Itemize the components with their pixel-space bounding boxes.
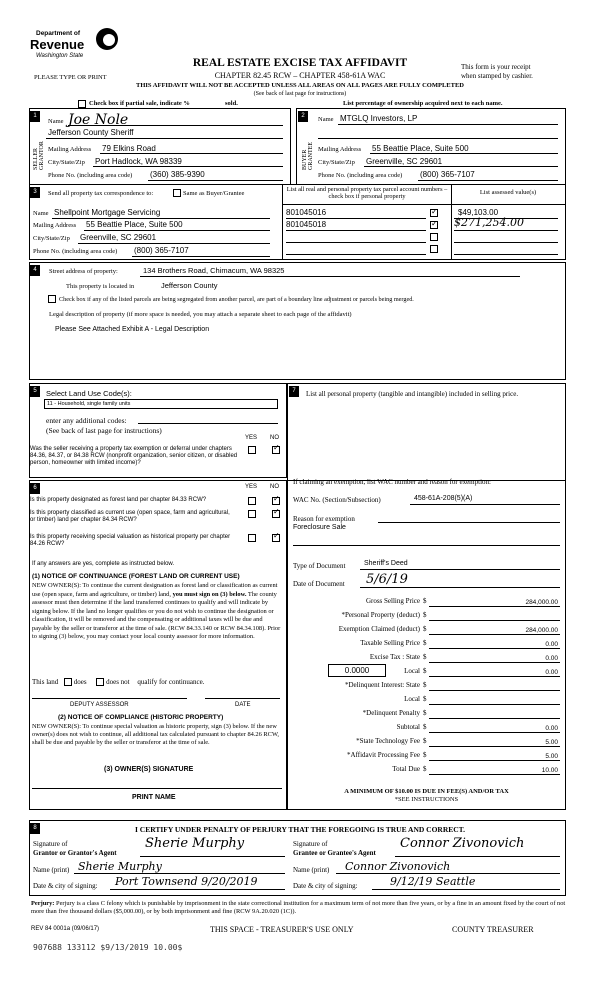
forest-no-checkbox[interactable] (272, 497, 280, 506)
land-use-code-field[interactable] (44, 399, 278, 409)
wac-label: WAC No. (Section/Subsection) (293, 496, 381, 504)
s3-city-label: City/State/Zip (33, 235, 70, 242)
s3-address-line (84, 230, 270, 231)
street-line (140, 276, 520, 277)
current-use-question (30, 510, 285, 524)
fee-line (429, 760, 560, 761)
section-1-badge: 1 (30, 111, 40, 122)
dollar-sign: $ (423, 653, 427, 661)
s5-see-back: (See back of last page for instructions) (46, 426, 162, 435)
assessed-header: List assessed value(s) (479, 189, 537, 196)
fee-line (429, 662, 560, 663)
s3-phone-label: Phone No. (including area code) (33, 248, 118, 255)
forest-yes-checkbox[interactable] (248, 497, 256, 506)
fee-value[interactable]: 5.00 (545, 753, 558, 760)
reason-line (378, 522, 560, 523)
fee-row (298, 653, 560, 664)
grantor-sig-label-2: Grantor or Grantor's Agent (33, 849, 117, 857)
does-not-checkbox[interactable] (96, 678, 104, 686)
form-title: REAL ESTATE EXCISE TAX AFFIDAVIT (192, 57, 408, 69)
dollar-sign: $ (423, 695, 427, 703)
fee-line (429, 746, 560, 747)
sold-label: sold. (225, 100, 238, 107)
seller-phone-value[interactable]: (360) 385-9390 (150, 170, 205, 179)
minimum-note: A MINIMUM OF $10.00 IS DUE IN FEE(S) AND/OR TAX (344, 788, 509, 795)
buyer-phone-label: Phone No. (including area code) (318, 172, 403, 179)
s3-city-line (78, 243, 270, 244)
certify-statement: I CERTIFY UNDER PENALTY OF PERJURY THAT THE FOREGOING IS TRUE AND CORRECT. (134, 825, 465, 834)
reason-value[interactable]: Foreclosure Sale (293, 524, 346, 531)
perjury-notice (31, 900, 566, 916)
buyer-side-label: BUYER GRANTEE (302, 142, 314, 170)
section-6-box (29, 480, 287, 810)
fee-row (298, 751, 560, 762)
fee-row (298, 639, 560, 650)
segregated-checkbox[interactable] (48, 295, 56, 303)
fee-row (298, 695, 560, 706)
fee-line (429, 648, 560, 649)
fee-label: Taxable Selling Price (360, 639, 420, 647)
print-name-label: PRINT NAME (132, 794, 176, 801)
fee-line (429, 690, 560, 691)
section-8-badge: 8 (30, 823, 40, 834)
s3-address-value[interactable]: 55 Beattie Place, Suite 500 (86, 220, 183, 229)
fee-value[interactable]: 10.00 (541, 767, 558, 774)
historic-question-text: Is this property receiving special valuation as historical property per chapter 84.26 RCW? (30, 534, 231, 547)
perjury-bold: Perjury: (31, 900, 55, 907)
dollar-sign: $ (423, 597, 427, 605)
exemption-no-checkbox[interactable] (272, 446, 280, 455)
please-type: PLEASE TYPE OR PRINT (34, 74, 107, 81)
seller-city-label: City/State/Zip (48, 159, 85, 166)
form-chapter: CHAPTER 82.45 RCW – CHAPTER 458-61A WAC (214, 71, 386, 80)
wac-claim-label: If claiming an exemption, list WAC number and reason for exemption: (293, 478, 491, 486)
doc-date-label: Date of Document (293, 580, 345, 588)
see-back: (See back of last page for instructions) (253, 91, 347, 97)
located-label: This property is located in (66, 283, 135, 290)
parcel-personal-checkbox[interactable] (430, 209, 438, 217)
grantee-date-city[interactable]: 9/12/19 Seattle (390, 875, 476, 888)
fee-row (298, 723, 560, 734)
seller-name-line (68, 125, 283, 126)
historic-yes-checkbox[interactable] (248, 534, 256, 543)
fee-row (298, 625, 560, 636)
fee-value[interactable]: 0.00 (545, 641, 558, 648)
owner-signature-line[interactable] (32, 788, 282, 789)
deputy-assessor-line[interactable] (32, 698, 187, 699)
fee-label: Excise Tax : State (369, 653, 420, 661)
section-5-badge: 5 (30, 386, 40, 397)
reason-label: Reason for exemption (293, 515, 355, 523)
assessor-date-label: DATE (235, 702, 251, 708)
fee-row (298, 709, 560, 720)
dollar-sign: $ (423, 751, 427, 759)
buyer-name-value[interactable]: MTGLQ Investors, LP (340, 114, 418, 123)
grantee-sig-label-1: Signature of (293, 840, 328, 848)
seller-name-line2[interactable]: Jefferson County Sheriff (48, 128, 134, 137)
notice2-title: (2) NOTICE OF COMPLIANCE (HISTORIC PROPERTY) (58, 714, 224, 721)
section-7-badge: 7 (289, 386, 299, 397)
fee-label: *Personal Property (deduct) (341, 611, 420, 619)
fee-row (298, 765, 560, 776)
select-land-use-label: Select Land Use Code(s): (46, 389, 132, 398)
if-yes-note: If any answers are yes, complete as instructed below. (32, 561, 175, 567)
fee-label: Gross Selling Price (365, 597, 420, 605)
exemption-question-text: Was the seller receiving a property tax exemption or deferral under chapters 84.36, 84.37, or 84.38 RCW (nonprofit organization, senior citizen, or disabled person, homeowner with limited income)? (30, 446, 238, 466)
qualify-label: qualify for continuance. (137, 678, 205, 686)
grantee-signature[interactable]: Connor Zivonovich (400, 836, 525, 851)
fee-label: Subtotal (396, 723, 420, 731)
fee-label: Exemption Claimed (deduct) (338, 625, 420, 633)
seller-name-line2-rule (46, 138, 283, 139)
fee-label: *Delinquent Interest: State (344, 681, 420, 689)
buyer-phone-line (418, 180, 558, 181)
owner-signature-label: (3) OWNER(S) SIGNATURE (104, 766, 194, 773)
grantor-print-name[interactable]: Sherie Murphy (78, 860, 162, 873)
fee-row (298, 611, 560, 622)
wac-line (410, 504, 560, 505)
dollar-sign: $ (423, 611, 427, 619)
ownership-note: List percentage of ownership acquired next to each name. (343, 100, 503, 107)
section-4-badge: 4 (30, 265, 40, 276)
doc-date-value[interactable]: 5/6/19 (366, 572, 408, 587)
local-rate-value: 0.0000 (344, 666, 370, 675)
parcel-row (286, 243, 562, 255)
forest-land-question-text: Is this property designated as forest land per chapter 84.33 RCW? (30, 497, 207, 503)
historic-question (30, 534, 285, 548)
receipt-note-1: This form is your receipt (461, 63, 531, 71)
street-value[interactable]: 134 Brothers Road, Chimacum, WA 98325 (143, 266, 285, 275)
fee-label: *Delinquent Penalty (362, 709, 420, 717)
notice1-body (32, 582, 282, 642)
seller-phone-line (148, 180, 283, 181)
perjury-text: Perjury is a class C felony which is punishable by imprisonment in the state correctional institution for a maximum term of not more than five years, or by a fine in an amount fixed by the court of not more than five thousand dollars ($5,000.00), or by both imprisonment and fine (RCW 9A.20.020 (1C)). (31, 900, 566, 915)
see-instructions: *SEE INSTRUCTIONS (394, 796, 459, 803)
s6-yes-header: YES (245, 484, 258, 490)
dept-line3: Washington State (36, 53, 84, 59)
buyer-name-label: Name (318, 116, 334, 123)
grantee-print-name[interactable]: Connor Zivonovich (345, 860, 451, 873)
fee-label: Total Due (392, 765, 420, 773)
grantor-print-label: Name (print) (33, 866, 70, 874)
grantor-date-city[interactable]: Port Townsend 9/20/2019 (115, 875, 258, 888)
buyer-address-label: Mailing Address (318, 146, 362, 153)
section-6-badge: 6 (30, 483, 40, 494)
grantor-date-line (110, 889, 285, 890)
fee-value[interactable]: 0.00 (545, 725, 558, 732)
fee-row (298, 681, 560, 692)
fee-label: *Affidavit Processing Fee (347, 751, 420, 759)
fee-value[interactable]: 5.00 (545, 739, 558, 746)
seller-side-label: SELLER GRANTOR (33, 141, 45, 170)
seller-city-line (93, 166, 283, 167)
dollar-sign: $ (423, 723, 427, 731)
seller-name-label: Name (48, 118, 64, 125)
dept-line2: Revenue (30, 37, 85, 52)
parcel-assessed-value[interactable]: $271,254.00 (454, 216, 524, 229)
doc-type-label: Type of Document (293, 562, 346, 570)
legal-value[interactable]: Please See Attached Exhibit A - Legal Description (55, 326, 210, 333)
dollar-sign: $ (423, 667, 427, 675)
parcel-header: List all real and personal property tax parcel account numbers – check box if personal property (286, 186, 448, 200)
s3-name-value[interactable]: Shellpoint Mortgage Servicing (54, 208, 161, 217)
notice1-text-a: NEW OWNER(S): To continue the current designation as forest land or classification as current use (open space, farm and agriculture, or timber) land, (32, 582, 278, 598)
notice1-bold: you must sign on (3) below. (172, 590, 247, 598)
fee-line (429, 732, 560, 733)
fee-value[interactable]: 0.00 (545, 655, 558, 662)
s5-yes-header: YES (245, 435, 258, 441)
dollar-sign: $ (423, 765, 427, 773)
buyer-city-line (364, 166, 558, 167)
grantee-date-line (372, 889, 560, 890)
buyer-address-value[interactable]: 55 Beattie Place, Suite 500 (372, 144, 469, 153)
fee-line (429, 634, 560, 635)
fee-line (429, 704, 560, 705)
fee-label: Local (404, 695, 420, 703)
notice1-text-b: The county assessor must then determine if the land transferred continues to qualify and will indicate by signing below. If the land no longer qualifies or you do not wish to continue the designation or classification, it will be removed and the compensating or additional taxes will be due and payable by the seller or transferor at the time of sale. (RCW 84.33.140 or RCW 84.34.108). Prior to signing (3) below, you may contact your local county assessor for more information. (32, 590, 281, 640)
current-use-yes-checkbox[interactable] (248, 510, 256, 519)
fee-value[interactable]: 284,000.00 (525, 599, 558, 606)
this-land-row (32, 678, 204, 686)
same-as-buyer-checkbox[interactable] (173, 189, 181, 197)
legal-label: Legal description of property (if more space is needed, you may attach a separate sheet to each page of the affidavit) (49, 311, 352, 318)
dept-line1: Department of (36, 30, 81, 37)
fee-line (429, 606, 560, 607)
seller-address-value[interactable]: 79 Elkins Road (102, 144, 156, 153)
forest-land-question (30, 497, 285, 504)
receipt-stamp: 907688 133112 $9/13/2019 10.00$ (33, 943, 183, 952)
s3-name-line (52, 218, 270, 219)
send-correspondence-label: Send all property tax correspondence to: (48, 190, 154, 197)
fee-line (429, 718, 560, 719)
grantor-print-line (74, 873, 285, 874)
seller-city-value[interactable]: Port Hadlock, WA 98339 (95, 157, 182, 166)
deputy-assessor-label: DEPUTY ASSESSOR (70, 702, 129, 708)
exemption-yes-checkbox[interactable] (248, 446, 256, 455)
parcel-row (286, 231, 562, 243)
doc-date-line (360, 587, 560, 588)
parcel-row (286, 216, 562, 231)
seller-address-line (100, 153, 283, 154)
grantee-print-label: Name (print) (293, 866, 330, 874)
additional-codes-label: enter any additional codes: (46, 416, 127, 425)
s3-city-value[interactable]: Greenville, SC 29601 (80, 233, 157, 242)
fee-row (298, 667, 560, 678)
county-treasurer: COUNTY TREASURER (452, 925, 534, 934)
buyer-phone-value[interactable]: (800) 365-7107 (420, 170, 475, 179)
land-use-code-value: 11 - Household, single family units (47, 401, 131, 407)
grantee-sig-line (395, 856, 560, 857)
located-value[interactable]: Jefferson County (161, 281, 218, 290)
wac-value[interactable]: 458-61A-208(5)(A) (414, 495, 473, 502)
grantee-print-line (336, 873, 560, 874)
dollar-sign: $ (423, 709, 427, 717)
does-checkbox[interactable] (64, 678, 72, 686)
this-land-label: This land (32, 678, 59, 686)
grantor-sig-line (140, 856, 285, 857)
fee-label: Local (404, 667, 420, 675)
grantor-sig-label-1: Signature of (33, 840, 68, 848)
doc-type-line (360, 569, 560, 570)
historic-no-checkbox[interactable] (272, 534, 280, 543)
buyer-city-value[interactable]: Greenville, SC 29601 (366, 157, 443, 166)
current-use-no-checkbox[interactable] (272, 510, 280, 519)
receipt-note-2: when stamped by cashier. (461, 72, 533, 80)
dollar-sign: $ (423, 639, 427, 647)
dollar-sign: $ (423, 681, 427, 689)
fee-value[interactable]: 284,000.00 (525, 627, 558, 634)
logo-mark-inner (103, 34, 115, 46)
treasurer-space: THIS SPACE - TREASURER'S USE ONLY (210, 925, 354, 934)
does-label: does (73, 678, 87, 686)
grantee-sig-label-2: Grantee or Grantee's Agent (293, 849, 376, 857)
s3-address-label: Mailing Address (33, 222, 77, 229)
dollar-sign: $ (423, 737, 427, 745)
exemption-question (30, 446, 285, 467)
parcel-number-line (286, 254, 426, 255)
buyer-city-label: City/State/Zip (318, 159, 355, 166)
fee-label: *State Technology Fee (356, 737, 420, 745)
buyer-name-line (338, 124, 558, 125)
parcel-divider-left (282, 184, 283, 260)
assessor-date-line[interactable] (205, 698, 280, 699)
reason-line-2 (293, 545, 560, 546)
parcel-personal-checkbox[interactable] (430, 245, 438, 253)
grantee-date-label: Date & city of signing: (293, 882, 358, 890)
segregated-note: Check box if any of the listed parcels are being segregated from another parcel, are part of a boundary line adjustment or parcels being merged. (59, 296, 414, 303)
fee-line (429, 676, 560, 677)
street-label: Street address of property: (49, 268, 118, 275)
fee-value[interactable]: 0.00 (545, 669, 558, 676)
fee-row (298, 597, 560, 608)
parcel-personal-checkbox[interactable] (430, 233, 438, 241)
personal-property-label: List all personal property (tangible and intangible) included in selling price. (306, 390, 519, 398)
parcel-header-rule (282, 204, 566, 205)
s3-name-label: Name (33, 210, 49, 217)
parcel-assessed-line (454, 254, 558, 255)
s6-no-header: NO (270, 484, 279, 490)
fee-row (298, 737, 560, 748)
s3-phone-value[interactable]: (800) 365-7107 (134, 246, 189, 255)
fee-line (429, 774, 560, 775)
section-4-box (29, 262, 566, 380)
parcel-personal-checkbox[interactable] (430, 221, 438, 229)
seller-name-value[interactable]: Joe Nole (68, 112, 129, 128)
doc-type-value[interactable]: Sheriff's Deed (364, 560, 408, 567)
does-not-label: does not (106, 678, 130, 686)
grantor-date-label: Date & city of signing: (33, 882, 98, 890)
current-use-question-text: Is this property classified as current use (open space, farm and agricultural, or timber) land per chapter 84.34 RCW? (30, 510, 230, 523)
seller-address-label: Mailing Address (48, 146, 92, 153)
s3-phone-line (132, 256, 270, 257)
parcel-assessed-value[interactable]: $49,103.00 (458, 208, 499, 217)
fee-line (429, 620, 560, 621)
parcel-number[interactable]: 801045018 (286, 220, 327, 229)
form-warning: THIS AFFIDAVIT WILL NOT BE ACCEPTED UNLESS ALL AREAS ON ALL PAGES ARE FULLY COMPLETED (136, 82, 464, 89)
dollar-sign: $ (423, 625, 427, 633)
s5-no-header: NO (270, 435, 279, 441)
grantor-signature[interactable]: Sherie Murphy (145, 836, 245, 851)
notice2-text: NEW OWNER(S): To continue special valuation as historic property, sign (3) below. If the new owner(s) does not wish to continue, all additional tax calculated pursuant to chapter 84.26 RCW, shall be due and payable by the seller or transferor at the time of sale. (32, 723, 279, 746)
rev-number: REV 84 0001a (09/06/17) (31, 926, 100, 932)
partial-sale-label: Check box if partial sale, indicate % (89, 100, 190, 107)
additional-codes-line[interactable] (138, 423, 278, 424)
notice1-title: (1) NOTICE OF CONTINUANCE (FOREST LAND OR CURRENT USE) (32, 573, 240, 580)
same-as-buyer-label: Same as Buyer/Grantee (183, 190, 245, 197)
buyer-address-line (370, 153, 558, 154)
buyer-name-line2 (318, 138, 558, 139)
seller-phone-label: Phone No. (including area code) (48, 172, 133, 179)
section-3-badge: 3 (30, 187, 40, 198)
parcel-number[interactable]: 801045016 (286, 208, 327, 217)
section-2-badge: 2 (298, 111, 308, 122)
